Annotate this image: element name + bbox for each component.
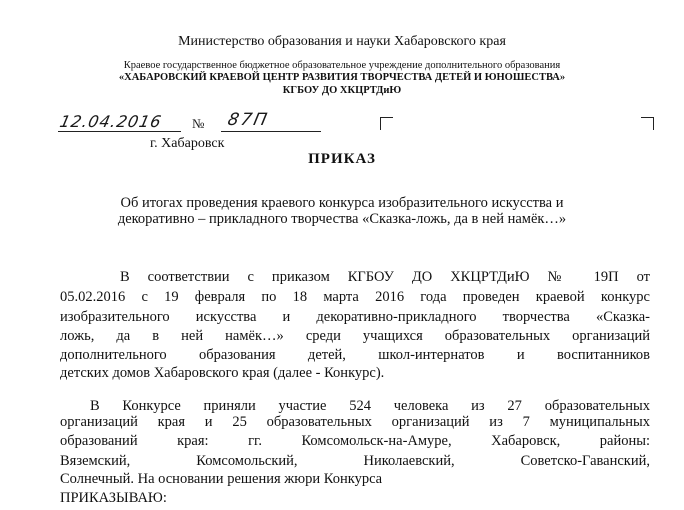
order-date: 12.04.2016 (57, 112, 164, 131)
body-line: 05.02.2016 с 19 февраля по 18 марта 2016 года проведен краевой конкурс (60, 289, 650, 305)
number-sign: № (192, 116, 205, 131)
body-line: дополнительного образования детей, школ-интернатов и воспитанников (60, 347, 650, 363)
ministry-name: Министерство образования и науки Хабаровского края (178, 34, 506, 49)
body-line: организаций края и 25 образовательных организаций из 7 муниципальных (60, 414, 650, 430)
order-directive: ПРИКАЗЫВАЮ: (60, 490, 167, 506)
number-underline (221, 131, 321, 132)
body-line: В Конкурсе приняли участие 524 человека из 27 образовательных (90, 398, 650, 414)
org-name-line: «ХАБАРОВСКИЙ КРАЕВОЙ ЦЕНТР РАЗВИТИЯ ТВОРЧЕСТВА ДЕТЕЙ И ЮНОШЕСТВА» (118, 72, 566, 83)
city-label: г. Хабаровск (150, 136, 225, 151)
org-type-line: Краевое государственное бюджетное образовательное учреждение дополнительного образования (123, 60, 561, 71)
date-underline (58, 131, 181, 132)
addressee-corner-right (641, 117, 654, 130)
body-line: В соответствии с приказом КГБОУ ДО ХКЦРТДиЮ № 19П от (120, 269, 650, 285)
body-line: изобразительного искусства и декоративно-прикладного творчества «Сказка- (60, 309, 650, 325)
body-line: Солнечный. На основании решения жюри Конкурса (60, 471, 383, 487)
body-line: ложь, да в ней намёк…» среди учащихся образовательных организаций (60, 328, 650, 344)
subject-line: Об итогах проведения краевого конкурса изобразительного искусства и (120, 195, 564, 211)
addressee-corner-left (380, 117, 393, 130)
document-title: ПРИКАЗ (308, 151, 376, 167)
org-abbreviation: КГБОУ ДО ХКЦРТДиЮ (282, 85, 402, 96)
body-line: детских домов Хабаровского края (далее - Конкурс). (60, 365, 385, 381)
body-line: Вяземский, Комсомольский, Николаевский, Советско-Гаванский, (60, 453, 650, 469)
order-number: 87П (225, 110, 271, 130)
body-line: образований края: гг. Комсомольск-на-Амуре, Хабаровск, районы: (60, 433, 650, 449)
subject-line: декоративно – прикладного творчества «Сказка-ложь, да в ней намёк…» (117, 211, 567, 227)
